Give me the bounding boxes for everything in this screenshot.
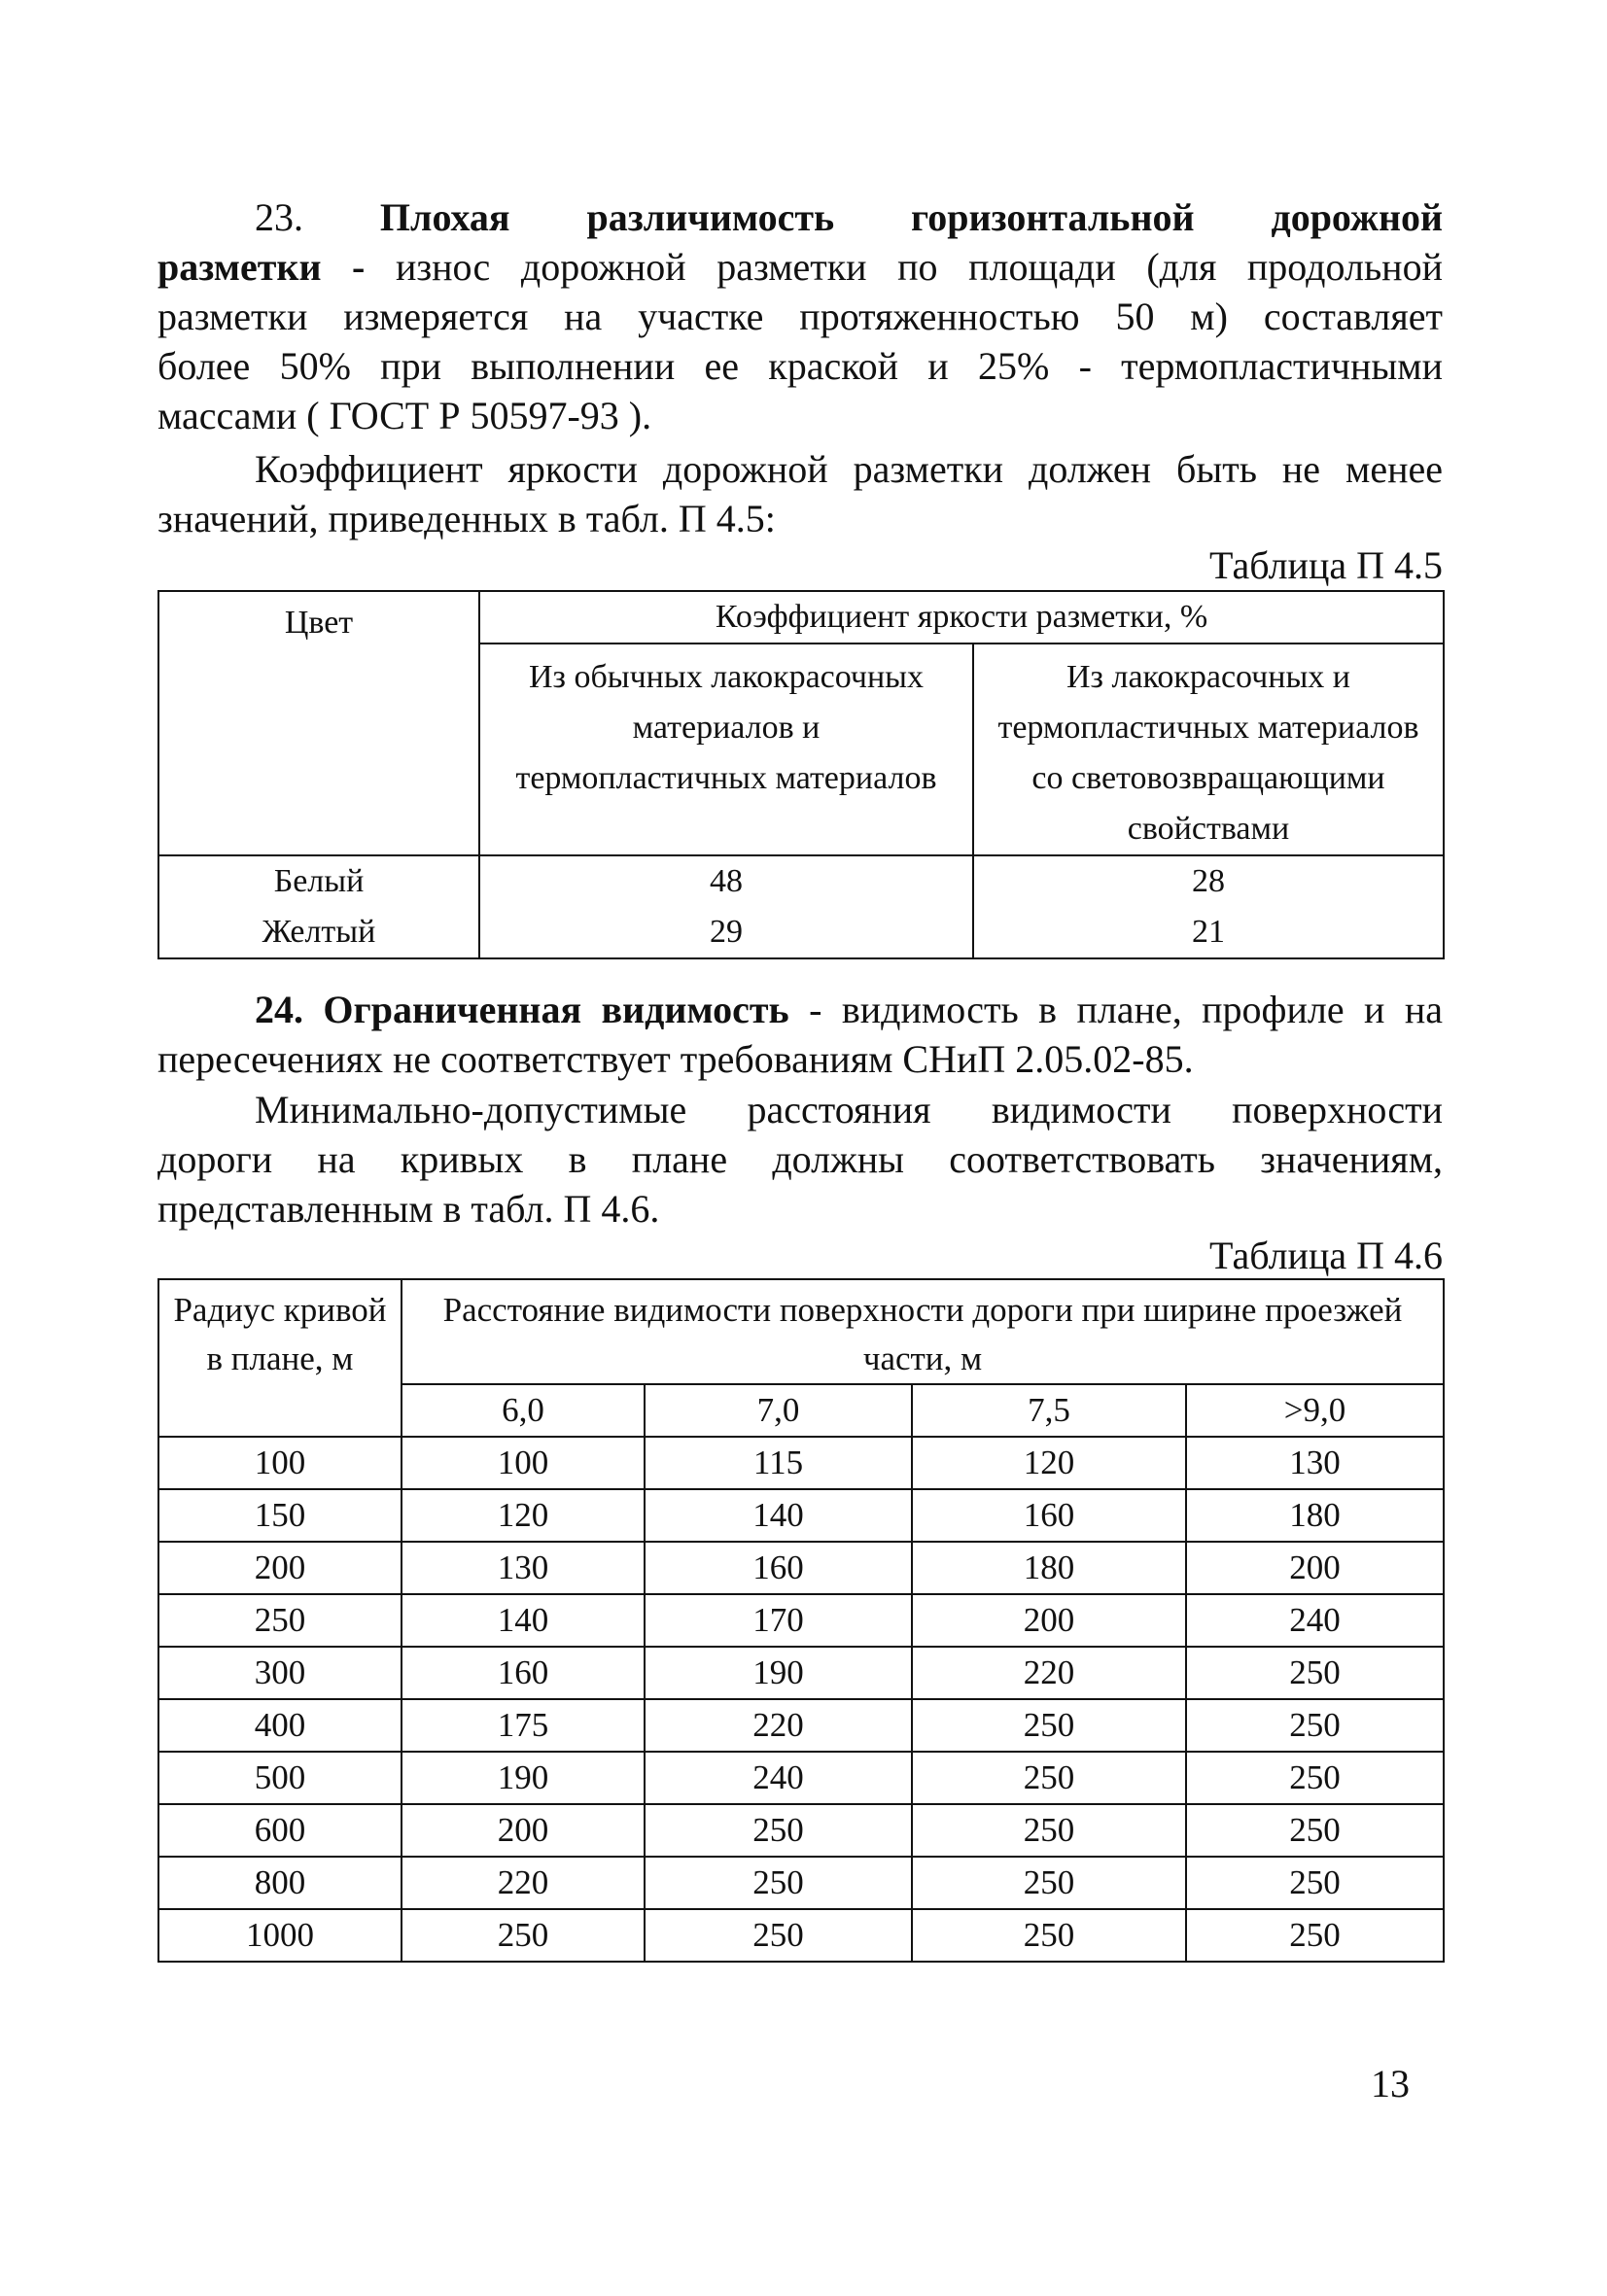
cell-distance: 175 (402, 1699, 645, 1752)
subheader-line: термопластичных материалов (997, 710, 1419, 746)
cell-distance: 240 (1186, 1594, 1444, 1647)
table-row (158, 1647, 1444, 1699)
cell-radius: 150 (158, 1489, 402, 1542)
table-46-caption: Таблица П 4.6 (1209, 1234, 1443, 1277)
item-23-p2-line-1: Коэффициент яркости дорожной разметки должен быть не менее (255, 447, 1443, 491)
item-23-paragraph (157, 192, 1443, 440)
cell-distance: 140 (645, 1489, 912, 1542)
table-45 (157, 590, 1445, 959)
header-line: части, м (862, 1339, 983, 1377)
cell-distance: 250 (402, 1909, 645, 1962)
item-23-line-4: более 50% при выполнении ее краской и 25% - термопластичными (157, 344, 1443, 388)
cell-distance: 200 (912, 1594, 1186, 1647)
cell-distance: 140 (402, 1594, 645, 1647)
body-text: - видимость в плане, профиле и на (809, 988, 1443, 1031)
item-24-p2-line-2: дороги на кривых в плане должны соответствовать значениям, (157, 1137, 1443, 1181)
table-row (158, 1699, 1444, 1752)
cell-distance: 250 (1186, 1752, 1444, 1804)
item-23-line-2 (157, 242, 1443, 292)
cell-distance: 250 (912, 1804, 1186, 1857)
cell-color: Желтый (158, 907, 479, 958)
cell-radius: 600 (158, 1804, 402, 1857)
table-45-subheader-1 (479, 644, 973, 855)
cell-distance: 250 (645, 1909, 912, 1962)
table-row (158, 907, 1444, 958)
width-header: 6,0 (402, 1384, 645, 1437)
heading-word: горизонтальной (911, 195, 1195, 239)
cell-radius: 250 (158, 1594, 402, 1647)
cell-distance: 250 (1186, 1857, 1444, 1909)
subheader-line: Из лакокрасочных и (1066, 659, 1350, 695)
cell-distance: 250 (1186, 1909, 1444, 1962)
item-24-paragraph-2 (157, 1085, 1443, 1234)
cell-distance: 200 (402, 1804, 645, 1857)
heading-word: разметки - (157, 245, 366, 289)
cell-distance: 250 (912, 1752, 1186, 1804)
body-text: износ дорожной разметки по площади (для продольной (395, 245, 1443, 289)
item-number: 23. (255, 195, 303, 239)
table-row (158, 1594, 1444, 1647)
table-45-caption: Таблица П 4.5 (1209, 543, 1443, 587)
cell-radius: 100 (158, 1437, 402, 1489)
header-line: в плане, м (206, 1339, 354, 1377)
item-23-line-1 (157, 192, 1443, 242)
cell-distance: 250 (645, 1857, 912, 1909)
table-46-header-radius (158, 1279, 402, 1437)
header-line: Радиус кривой (173, 1291, 387, 1329)
cell-distance: 130 (402, 1542, 645, 1594)
cell-distance: 160 (645, 1542, 912, 1594)
cell-radius: 1000 (158, 1909, 402, 1962)
cell-distance: 170 (645, 1594, 912, 1647)
item-24-paragraph (157, 985, 1443, 1084)
cell-distance: 250 (1186, 1804, 1444, 1857)
cell-distance: 120 (402, 1489, 645, 1542)
cell-value: 48 (479, 855, 973, 907)
cell-distance: 200 (1186, 1542, 1444, 1594)
cell-distance: 120 (912, 1437, 1186, 1489)
header-line: Расстояние видимости поверхности дороги при ширине проезжей (442, 1291, 1403, 1329)
page-number: 13 (1371, 2062, 1410, 2105)
subheader-line: материалов и (632, 710, 821, 746)
heading-word: 24. Ограниченная видимость (255, 988, 789, 1031)
item-23-p2-line-2: значений, приведенных в табл. П 4.5: (157, 497, 776, 540)
cell-value: 28 (973, 855, 1444, 907)
table-row (158, 1857, 1444, 1909)
cell-distance: 250 (645, 1804, 912, 1857)
table-row (158, 1437, 1444, 1489)
subheader-line: Из обычных лакокрасочных (528, 659, 925, 695)
item-23-line-3: разметки измеряется на участке протяженностью 50 м) составляет (157, 295, 1443, 338)
table-row (158, 1909, 1444, 1962)
header-text: Цвет (284, 605, 354, 641)
table-46 (157, 1278, 1445, 1963)
cell-radius: 200 (158, 1542, 402, 1594)
width-header: 7,0 (645, 1384, 912, 1437)
cell-distance: 115 (645, 1437, 912, 1489)
cell-value: 29 (479, 907, 973, 958)
cell-distance: 250 (1186, 1647, 1444, 1699)
heading-word: Плохая (379, 195, 510, 239)
heading-word: различимость (586, 195, 835, 239)
item-23-paragraph-2 (157, 444, 1443, 543)
cell-radius: 400 (158, 1699, 402, 1752)
table-row (158, 1489, 1444, 1542)
cell-radius: 500 (158, 1752, 402, 1804)
table-45-header-group: Коэффициент яркости разметки, % (479, 591, 1444, 644)
cell-distance: 160 (912, 1489, 1186, 1542)
cell-value: 21 (973, 907, 1444, 958)
cell-distance: 220 (912, 1647, 1186, 1699)
item-23-line-5: массами ( ГОСТ Р 50597-93 ). (157, 394, 652, 437)
table-row (158, 1542, 1444, 1594)
table-row (158, 1804, 1444, 1857)
cell-distance: 190 (645, 1647, 912, 1699)
width-header: 7,5 (912, 1384, 1186, 1437)
cell-distance: 220 (402, 1857, 645, 1909)
cell-distance: 250 (1186, 1699, 1444, 1752)
cell-distance: 250 (912, 1857, 1186, 1909)
cell-distance: 220 (645, 1699, 912, 1752)
cell-distance: 250 (912, 1909, 1186, 1962)
cell-distance: 130 (1186, 1437, 1444, 1489)
cell-distance: 100 (402, 1437, 645, 1489)
cell-distance: 250 (912, 1699, 1186, 1752)
item-24-line-2: пересечениях не соответствует требованиям СНиП 2.05.02-85. (157, 1037, 1194, 1081)
cell-distance: 180 (1186, 1489, 1444, 1542)
item-24-p2-line-1: Минимально-допустимые расстояния видимости поверхности (255, 1088, 1443, 1131)
table-row (158, 855, 1444, 907)
subheader-line: со световозвращающими (1031, 760, 1385, 796)
width-header: >9,0 (1186, 1384, 1444, 1437)
subheader-line: термопластичных материалов (515, 760, 937, 796)
cell-distance: 160 (402, 1647, 645, 1699)
cell-radius: 800 (158, 1857, 402, 1909)
item-24-p2-line-3: представленным в табл. П 4.6. (157, 1187, 660, 1231)
cell-color: Белый (158, 855, 479, 907)
cell-distance: 180 (912, 1542, 1186, 1594)
table-46-header-group (402, 1279, 1444, 1384)
subheader-line: свойствами (1127, 811, 1290, 847)
cell-distance: 240 (645, 1752, 912, 1804)
cell-radius: 300 (158, 1647, 402, 1699)
heading-word: дорожной (1271, 195, 1444, 239)
item-24-line-1 (157, 985, 1443, 1034)
table-45-header-color (158, 591, 479, 855)
cell-distance: 190 (402, 1752, 645, 1804)
table-row (158, 1752, 1444, 1804)
table-45-subheader-2 (973, 644, 1444, 855)
